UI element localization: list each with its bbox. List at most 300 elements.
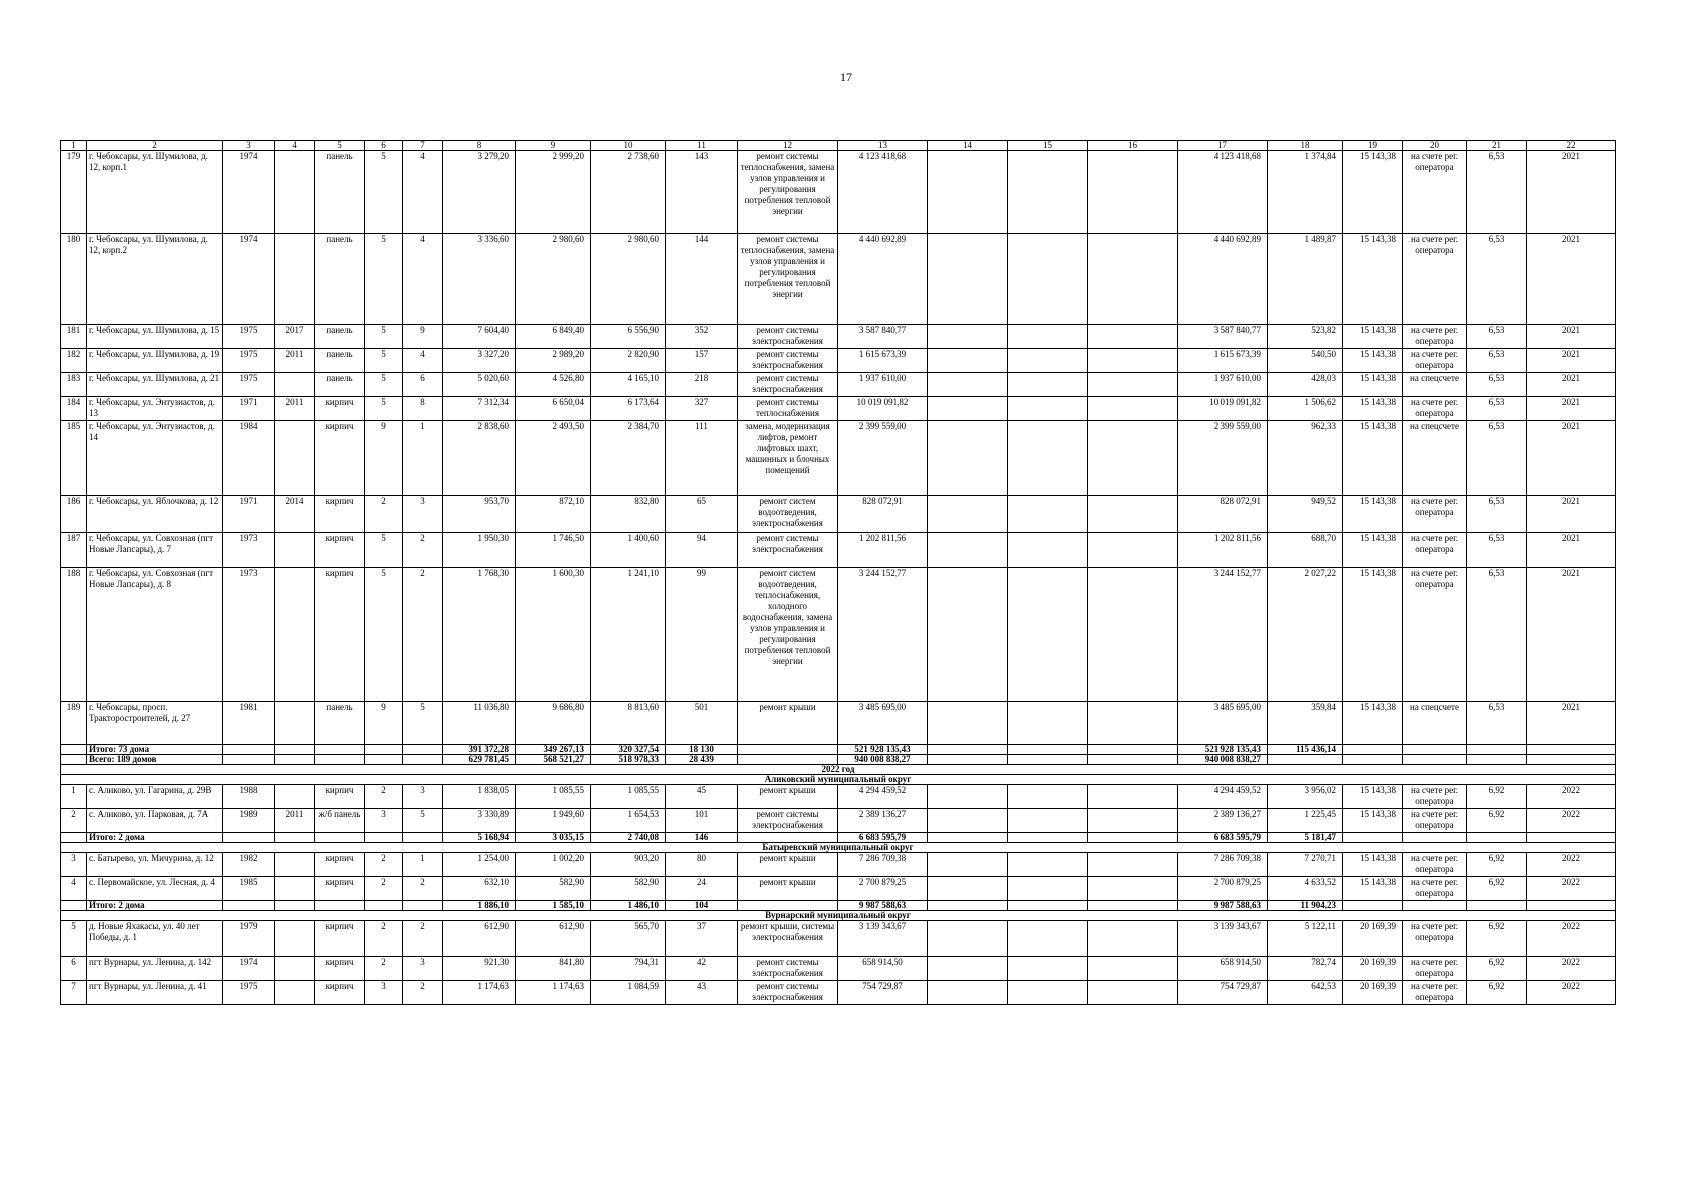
- row-number: 187: [61, 533, 87, 568]
- cost-cell: 6 683 595,79: [838, 833, 928, 843]
- empty-cell: [275, 755, 315, 765]
- column-number-header: 5: [315, 141, 365, 151]
- address-cell: г. Чебоксары, ул. Шумилова, д. 19: [87, 349, 223, 373]
- column-number-header: 2: [87, 141, 223, 151]
- address-cell: г. Чебоксары, ул. Шумилова, д. 12, корп.2: [87, 234, 223, 325]
- work-type-cell: ремонт крыши: [738, 785, 838, 809]
- max-unit-cost-cell: 15 143,38: [1343, 877, 1403, 901]
- entrances-cell: 2: [403, 981, 443, 1005]
- unit-cost-cell: 5 122,11: [1268, 921, 1343, 957]
- year-built-cell: 1981: [223, 702, 275, 745]
- residents-cell: 43: [666, 981, 738, 1005]
- address-cell: с. Аликово, ул. Парковая, д. 7А: [87, 809, 223, 833]
- year-built-cell: 1975: [223, 349, 275, 373]
- total-area-cell: 2 838,60: [443, 421, 516, 496]
- empty-cell: [61, 745, 87, 755]
- unit-cost-cell: 1 374,84: [1268, 151, 1343, 234]
- empty-cell: [1467, 901, 1527, 911]
- unit-cost-cell: 949,52: [1268, 496, 1343, 533]
- cost-cell: 1 202 811,56: [838, 533, 928, 568]
- cost-federal-cell: [928, 533, 1008, 568]
- cost-owners-cell: 4 123 418,68: [1178, 151, 1268, 234]
- planned-year-start-cell: 6,53: [1467, 702, 1527, 745]
- residents-cell: 501: [666, 702, 738, 745]
- planned-year-end-cell: 2021: [1527, 325, 1616, 349]
- entrances-cell: 4: [403, 151, 443, 234]
- max-unit-cost-cell: 15 143,38: [1343, 349, 1403, 373]
- row-number: 184: [61, 397, 87, 421]
- year-repair-cell: [275, 921, 315, 957]
- cost-regional-cell: [1008, 568, 1088, 702]
- planned-year-end-cell: 2021: [1527, 151, 1616, 234]
- cost-regional-cell: [1008, 234, 1088, 325]
- cost-federal-cell: [928, 809, 1008, 833]
- fund-method-cell: на спецсчете: [1403, 421, 1467, 496]
- total-area-cell: 3 336,60: [443, 234, 516, 325]
- cost-cell: 10 019 091,82: [838, 397, 928, 421]
- entrances-cell: 8: [403, 397, 443, 421]
- residential-area-cell: 8 813,60: [591, 702, 666, 745]
- unit-cost-cell: 3 956,02: [1268, 785, 1343, 809]
- work-type-cell: ремонт системы электроснабжения: [738, 373, 838, 397]
- cost-regional-cell: [1008, 853, 1088, 877]
- floors-cell: 2: [365, 877, 403, 901]
- cost-regional-cell: [1008, 921, 1088, 957]
- empty-cell: [61, 833, 87, 843]
- total-row: [61, 755, 1616, 765]
- residents-cell: 24: [666, 877, 738, 901]
- cost-cell: 940 008 838,27: [838, 755, 928, 765]
- living-area-cell: 1 746,50: [516, 533, 591, 568]
- cost-owners-cell: 2 700 879,25: [1178, 877, 1268, 901]
- table-row: [61, 533, 1616, 568]
- residential-area-cell: 2 740,08: [591, 833, 666, 843]
- column-number-header: 17: [1178, 141, 1268, 151]
- total-area-cell: 1 768,30: [443, 568, 516, 702]
- work-type-cell: ремонт системы теплоснабжения, замена узлов управления и регулирования потребления тепловой энергии: [738, 151, 838, 234]
- total-area-cell: 1 950,30: [443, 533, 516, 568]
- work-type-cell: ремонт системы электроснабжения: [738, 981, 838, 1005]
- work-type-cell: ремонт системы электроснабжения: [738, 349, 838, 373]
- residential-area-cell: 2 738,60: [591, 151, 666, 234]
- residents-cell: 352: [666, 325, 738, 349]
- residential-area-cell: 1 084,59: [591, 981, 666, 1005]
- floors-cell: 5: [365, 533, 403, 568]
- residential-area-cell: 903,20: [591, 853, 666, 877]
- cost-federal-cell: [928, 496, 1008, 533]
- cost-owners-cell: 6 683 595,79: [1178, 833, 1268, 843]
- total-row: [61, 901, 1616, 911]
- planned-year-start-cell: 6,53: [1467, 568, 1527, 702]
- living-area-cell: 872,10: [516, 496, 591, 533]
- entrances-cell: 5: [403, 702, 443, 745]
- fund-method-cell: на счете рег. оператора: [1403, 568, 1467, 702]
- fund-method-cell: на счете рег. оператора: [1403, 981, 1467, 1005]
- total-area-cell: 1 838,05: [443, 785, 516, 809]
- cost-local-cell: [1088, 981, 1178, 1005]
- cost-regional-cell: [1008, 533, 1088, 568]
- year-built-cell: 1974: [223, 234, 275, 325]
- table-row: [61, 151, 1616, 234]
- fund-method-cell: на счете рег. оператора: [1403, 921, 1467, 957]
- max-unit-cost-cell: 20 169,39: [1343, 921, 1403, 957]
- empty-cell: [275, 901, 315, 911]
- address-cell: д. Новые Яхакасы, ул. 40 лет Победы, д. 1: [87, 921, 223, 957]
- column-number-header: 19: [1343, 141, 1403, 151]
- empty-cell: [223, 833, 275, 843]
- empty-cell: [1008, 755, 1088, 765]
- floors-cell: 5: [365, 151, 403, 234]
- living-area-cell: 1 085,55: [516, 785, 591, 809]
- total-area-cell: 3 279,20: [443, 151, 516, 234]
- cost-owners-cell: 2 389 136,27: [1178, 809, 1268, 833]
- planned-year-start-cell: 6,53: [1467, 325, 1527, 349]
- max-unit-cost-cell: 15 143,38: [1343, 234, 1403, 325]
- cost-regional-cell: [1008, 421, 1088, 496]
- table-row: [61, 568, 1616, 702]
- living-area-cell: 612,90: [516, 921, 591, 957]
- column-number-header: 6: [365, 141, 403, 151]
- empty-cell: [1403, 833, 1467, 843]
- district-header: [61, 843, 1616, 853]
- planned-year-end-cell: 2022: [1527, 785, 1616, 809]
- fund-method-cell: на счете рег. оператора: [1403, 234, 1467, 325]
- cost-federal-cell: [928, 349, 1008, 373]
- max-unit-cost-cell: 15 143,38: [1343, 397, 1403, 421]
- column-number-header: 18: [1268, 141, 1343, 151]
- cost-regional-cell: [1008, 957, 1088, 981]
- table-row: [61, 809, 1616, 833]
- cost-regional-cell: [1008, 785, 1088, 809]
- row-number: 7: [61, 981, 87, 1005]
- year-built-cell: 1973: [223, 533, 275, 568]
- cost-cell: 4 294 459,52: [838, 785, 928, 809]
- column-number-header-row: [61, 141, 1616, 151]
- cost-owners-cell: 1 615 673,39: [1178, 349, 1268, 373]
- planned-year-start-cell: 6,53: [1467, 496, 1527, 533]
- planned-year-end-cell: 2021: [1527, 349, 1616, 373]
- cost-local-cell: [1088, 325, 1178, 349]
- cost-owners-cell: 521 928 135,43: [1178, 745, 1268, 755]
- district-header: [61, 775, 1616, 785]
- living-area-cell: 2 989,20: [516, 349, 591, 373]
- year-repair-cell: [275, 568, 315, 702]
- cost-owners-cell: 3 244 152,77: [1178, 568, 1268, 702]
- column-number-header: 21: [1467, 141, 1527, 151]
- cost-regional-cell: [1008, 877, 1088, 901]
- planned-year-end-cell: 2022: [1527, 877, 1616, 901]
- total-area-cell: 3 330,89: [443, 809, 516, 833]
- empty-cell: [1467, 755, 1527, 765]
- address-cell: г. Чебоксары, ул. Шумилова, д. 15: [87, 325, 223, 349]
- fund-method-cell: на счете рег. оператора: [1403, 809, 1467, 833]
- cost-cell: 7 286 709,38: [838, 853, 928, 877]
- max-unit-cost-cell: 15 143,38: [1343, 325, 1403, 349]
- column-number-header: 1: [61, 141, 87, 151]
- total-label: Итого: 73 дома: [87, 745, 223, 755]
- address-cell: с. Первомайское, ул. Лесная, д. 4: [87, 877, 223, 901]
- entrances-cell: 2: [403, 533, 443, 568]
- fund-method-cell: на счете рег. оператора: [1403, 853, 1467, 877]
- cost-owners-cell: 9 987 588,63: [1178, 901, 1268, 911]
- work-type-cell: ремонт системы электроснабжения: [738, 533, 838, 568]
- row-number: 182: [61, 349, 87, 373]
- table-row: [61, 397, 1616, 421]
- residential-area-cell: 1 241,10: [591, 568, 666, 702]
- cost-local-cell: [1088, 568, 1178, 702]
- year-repair-cell: 2011: [275, 397, 315, 421]
- cost-owners-cell: 3 587 840,77: [1178, 325, 1268, 349]
- total-area-cell: 632,10: [443, 877, 516, 901]
- floors-cell: 9: [365, 421, 403, 496]
- residential-area-cell: 2 820,90: [591, 349, 666, 373]
- living-area-cell: 4 526,80: [516, 373, 591, 397]
- planned-year-start-cell: 6,92: [1467, 981, 1527, 1005]
- total-area-cell: 11 036,80: [443, 702, 516, 745]
- column-number-header: 22: [1527, 141, 1616, 151]
- cost-cell: 2 389 136,27: [838, 809, 928, 833]
- empty-cell: [1527, 755, 1616, 765]
- table-row: [61, 421, 1616, 496]
- unit-cost-cell: 1 225,45: [1268, 809, 1343, 833]
- cost-owners-cell: 754 729,87: [1178, 981, 1268, 1005]
- floors-cell: 3: [365, 809, 403, 833]
- residential-area-cell: 794,31: [591, 957, 666, 981]
- address-cell: г. Чебоксары, ул. Шумилова, д. 21: [87, 373, 223, 397]
- cost-local-cell: [1088, 809, 1178, 833]
- planned-year-end-cell: 2021: [1527, 568, 1616, 702]
- cost-cell: 1 937 610,00: [838, 373, 928, 397]
- unit-cost-cell: 1 489,87: [1268, 234, 1343, 325]
- total-area-cell: 3 327,20: [443, 349, 516, 373]
- planned-year-start-cell: 6,92: [1467, 877, 1527, 901]
- capital-repair-table: [60, 140, 1616, 1005]
- empty-cell: [1527, 745, 1616, 755]
- column-number-header: 11: [666, 141, 738, 151]
- year-repair-cell: [275, 702, 315, 745]
- planned-year-start-cell: 6,92: [1467, 921, 1527, 957]
- empty-cell: [223, 745, 275, 755]
- entrances-cell: 1: [403, 421, 443, 496]
- floors-cell: 5: [365, 349, 403, 373]
- residents-cell: 80: [666, 853, 738, 877]
- living-area-cell: 2 980,60: [516, 234, 591, 325]
- work-type-cell: ремонт систем водоотведения, электроснабжения: [738, 496, 838, 533]
- living-area-cell: 349 267,13: [516, 745, 591, 755]
- district-header-text: Аликовский муниципальный округ: [61, 775, 1616, 785]
- wall-material-cell: панель: [315, 349, 365, 373]
- planned-year-end-cell: 2021: [1527, 421, 1616, 496]
- column-number-header: 14: [928, 141, 1008, 151]
- max-unit-cost-cell: 15 143,38: [1343, 568, 1403, 702]
- address-cell: с. Аликово, ул. Гагарина, д. 29В: [87, 785, 223, 809]
- wall-material-cell: кирпич: [315, 785, 365, 809]
- year-built-cell: 1975: [223, 373, 275, 397]
- wall-material-cell: панель: [315, 234, 365, 325]
- table-row: [61, 877, 1616, 901]
- total-area-cell: 629 781,45: [443, 755, 516, 765]
- wall-material-cell: ж/б панель: [315, 809, 365, 833]
- fund-method-cell: на счете рег. оператора: [1403, 349, 1467, 373]
- planned-year-start-cell: 6,92: [1467, 853, 1527, 877]
- empty-cell: [1467, 833, 1527, 843]
- entrances-cell: 3: [403, 496, 443, 533]
- fund-method-cell: на счете рег. оператора: [1403, 877, 1467, 901]
- unit-cost-cell: 4 633,52: [1268, 877, 1343, 901]
- max-unit-cost-cell: 15 143,38: [1343, 853, 1403, 877]
- year-repair-cell: 2011: [275, 809, 315, 833]
- year-built-cell: 1973: [223, 568, 275, 702]
- wall-material-cell: кирпич: [315, 877, 365, 901]
- year-repair-cell: [275, 421, 315, 496]
- address-cell: г. Чебоксары, ул. Яблочкова, д. 12: [87, 496, 223, 533]
- residents-cell: 327: [666, 397, 738, 421]
- max-unit-cost-cell: 15 143,38: [1343, 496, 1403, 533]
- wall-material-cell: панель: [315, 702, 365, 745]
- cost-owners-cell: 3 485 695,00: [1178, 702, 1268, 745]
- total-row: [61, 833, 1616, 843]
- cost-local-cell: [1088, 702, 1178, 745]
- floors-cell: 2: [365, 853, 403, 877]
- wall-material-cell: панель: [315, 151, 365, 234]
- row-number: 4: [61, 877, 87, 901]
- fund-method-cell: на счете рег. оператора: [1403, 325, 1467, 349]
- cost-owners-cell: 4 294 459,52: [1178, 785, 1268, 809]
- cost-cell: 658 914,50: [838, 957, 928, 981]
- cost-local-cell: [1088, 234, 1178, 325]
- entrances-cell: 1: [403, 853, 443, 877]
- unit-cost-cell: 782,74: [1268, 957, 1343, 981]
- year-built-cell: 1984: [223, 421, 275, 496]
- floors-cell: 3: [365, 981, 403, 1005]
- cost-owners-cell: 10 019 091,82: [1178, 397, 1268, 421]
- planned-year-start-cell: 6,92: [1467, 809, 1527, 833]
- cost-federal-cell: [928, 568, 1008, 702]
- planned-year-start-cell: 6,53: [1467, 533, 1527, 568]
- table-row: [61, 853, 1616, 877]
- planned-year-start-cell: 6,53: [1467, 373, 1527, 397]
- empty-cell: [1343, 755, 1403, 765]
- cost-cell: 2 399 559,00: [838, 421, 928, 496]
- year-built-cell: 1982: [223, 853, 275, 877]
- max-unit-cost-cell: 15 143,38: [1343, 373, 1403, 397]
- cost-federal-cell: [928, 877, 1008, 901]
- year-built-cell: 1971: [223, 496, 275, 533]
- empty-cell: [1403, 901, 1467, 911]
- cost-owners-cell: 658 914,50: [1178, 957, 1268, 981]
- residents-cell: 42: [666, 957, 738, 981]
- total-area-cell: 1 254,00: [443, 853, 516, 877]
- total-area-cell: 1 886,10: [443, 901, 516, 911]
- cost-cell: 521 928 135,43: [838, 745, 928, 755]
- fund-method-cell: на счете рег. оператора: [1403, 785, 1467, 809]
- year-repair-cell: [275, 957, 315, 981]
- residents-cell: 18 130: [666, 745, 738, 755]
- max-unit-cost-cell: 20 169,39: [1343, 957, 1403, 981]
- year-built-cell: 1985: [223, 877, 275, 901]
- residential-area-cell: 832,80: [591, 496, 666, 533]
- wall-material-cell: панель: [315, 325, 365, 349]
- residential-area-cell: 518 978,33: [591, 755, 666, 765]
- address-cell: г. Чебоксары, ул. Совхозная (пгт Новые Лапсары), д. 7: [87, 533, 223, 568]
- max-unit-cost-cell: 15 143,38: [1343, 151, 1403, 234]
- residential-area-cell: 1 654,53: [591, 809, 666, 833]
- cost-local-cell: [1088, 421, 1178, 496]
- unit-cost-cell: 115 436,14: [1268, 745, 1343, 755]
- wall-material-cell: кирпич: [315, 981, 365, 1005]
- column-number-header: 15: [1008, 141, 1088, 151]
- planned-year-end-cell: 2022: [1527, 957, 1616, 981]
- living-area-cell: 1 585,10: [516, 901, 591, 911]
- empty-cell: [365, 745, 403, 755]
- residents-cell: 143: [666, 151, 738, 234]
- cost-local-cell: [1088, 853, 1178, 877]
- address-cell: пгт Вурнары, ул. Ленина, д. 142: [87, 957, 223, 981]
- unit-cost-cell: 688,70: [1268, 533, 1343, 568]
- planned-year-end-cell: 2021: [1527, 496, 1616, 533]
- empty-cell: [365, 833, 403, 843]
- row-number: 3: [61, 853, 87, 877]
- work-type-cell: ремонт системы электроснабжения: [738, 809, 838, 833]
- year-repair-cell: [275, 877, 315, 901]
- cost-regional-cell: [1008, 151, 1088, 234]
- residents-cell: 111: [666, 421, 738, 496]
- living-area-cell: 568 521,27: [516, 755, 591, 765]
- empty-cell: [1268, 755, 1343, 765]
- cost-federal-cell: [928, 702, 1008, 745]
- column-number-header: 20: [1403, 141, 1467, 151]
- cost-federal-cell: [928, 151, 1008, 234]
- unit-cost-cell: 523,82: [1268, 325, 1343, 349]
- floors-cell: 5: [365, 568, 403, 702]
- empty-cell: [223, 755, 275, 765]
- total-area-cell: 391 372,28: [443, 745, 516, 755]
- cost-owners-cell: 1 202 811,56: [1178, 533, 1268, 568]
- floors-cell: 5: [365, 234, 403, 325]
- empty-cell: [403, 901, 443, 911]
- table-row: [61, 957, 1616, 981]
- address-cell: г. Чебоксары, ул. Шумилова, д. 12, корп.1: [87, 151, 223, 234]
- work-type-cell: ремонт крыши: [738, 877, 838, 901]
- residential-area-cell: 6 556,90: [591, 325, 666, 349]
- total-area-cell: 953,70: [443, 496, 516, 533]
- floors-cell: 2: [365, 921, 403, 957]
- empty-cell: [365, 901, 403, 911]
- cost-local-cell: [1088, 349, 1178, 373]
- floors-cell: 9: [365, 702, 403, 745]
- table-row: [61, 702, 1616, 745]
- cost-regional-cell: [1008, 373, 1088, 397]
- empty-cell: [928, 745, 1008, 755]
- empty-cell: [403, 833, 443, 843]
- residents-cell: 65: [666, 496, 738, 533]
- empty-cell: [1008, 745, 1088, 755]
- year-built-cell: 1974: [223, 151, 275, 234]
- unit-cost-cell: 5 181,47: [1268, 833, 1343, 843]
- cost-owners-cell: 1 937 610,00: [1178, 373, 1268, 397]
- planned-year-start-cell: 6,92: [1467, 785, 1527, 809]
- year-repair-cell: [275, 853, 315, 877]
- residential-area-cell: 6 173,64: [591, 397, 666, 421]
- unit-cost-cell: 428,03: [1268, 373, 1343, 397]
- address-cell: г. Чебоксары, ул. Энтузиастов, д. 14: [87, 421, 223, 496]
- column-number-header: 8: [443, 141, 516, 151]
- row-number: 183: [61, 373, 87, 397]
- year-repair-cell: [275, 234, 315, 325]
- wall-material-cell: кирпич: [315, 397, 365, 421]
- row-number: 5: [61, 921, 87, 957]
- cost-regional-cell: [1008, 397, 1088, 421]
